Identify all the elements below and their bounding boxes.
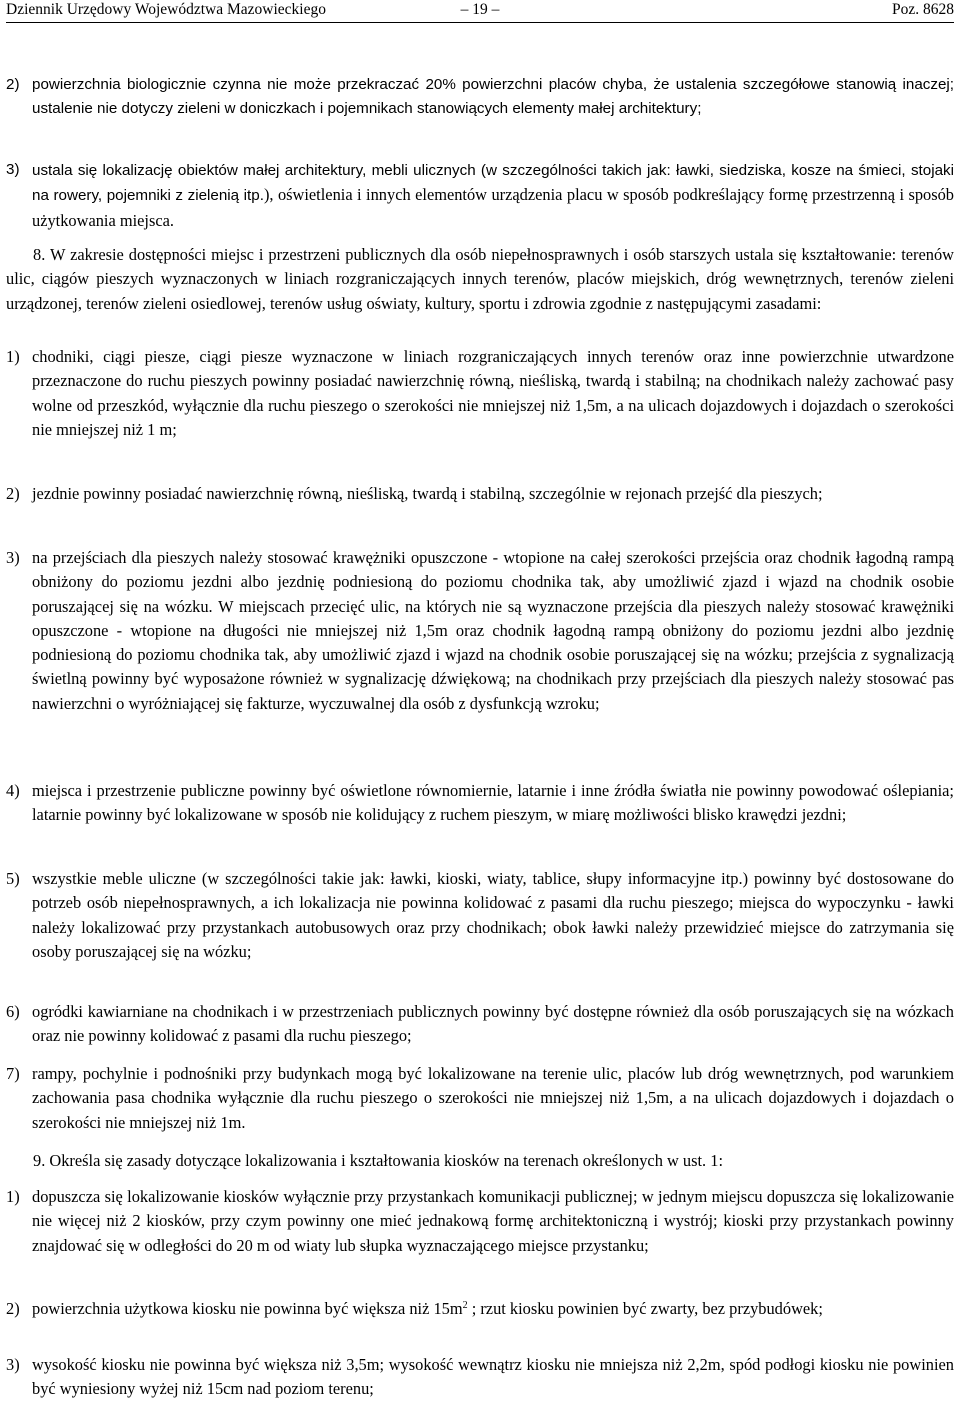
list-item-text: na przejściach dla pieszych należy stosować krawężniki opuszczone - wtopione na całej szerokości przejścia oraz chodnik łagodną rampą obniżony do poziomu jezdni albo jezdnię podniesioną do poziomu chodnika tak, aby umożliwić zjazd i wjazd na chodnik osobie poruszającej się na wózku. W miejscach przecięć ulic, na których nie są wyznaczone przejścia dla pieszych należy stosować krawężniki opuszczone - wtopione na długości nie mniejszej niż 1,5m oraz chodnik łagodną rampą obniżony do poziomu jezdni albo jezdnię podniesioną do poziomu chodnika tak, aby umożliwić zjazd i wjazd na chodnik osobie poruszającej się na wózku; przejścia z sygnalizacją świetlną powinny być wyposażone również w sygnalizację dźwiękową; na chodnikach przy przejściach dla pieszych należy stosować pas nawierzchni o wyróżniającej się fakturze, wyczuwalnej dla osób z dysfunkcją wzroku; [32,548,954,713]
page-number: – 19 – [460,1,500,18]
list-item-text: jezdnie powinny posiadać nawierzchnię równą, nieśliską, twardą i stabilną, szczególnie w rejonach przejść dla pieszych; [32,484,823,503]
list-item [6,1297,954,1321]
list-item-text: chodniki, ciągi piesze, ciągi piesze wyznaczone w liniach rozgraniczających innych terenów oraz inne powierzchnie utwardzone przeznaczone do ruchu pieszych powinny posiadać nawierzchnię równą, nieśliską, twardą i stabilną; na chodnikach należy zachować pasy wolne od przeszkód, wyłącznie dla ruchu pieszego o szerokości nie mniejszej niż 1,5m, a na ulicach dojazdowych i dojazdach o szerokości nie mniejszej niż 1 m; [32,347,954,439]
list-item-text: rampy, pochylnie i podnośniki przy budynkach mogą być lokalizowane na terenie ulic, placów lub dróg wewnętrznych, pod warunkiem zachowania pasa chodnika wyłącznie dla ruchu pieszego o szerokości nie mniejszej niż 1,5m, a na ulicach dojazdowych i dojazdach o szerokości nie mniejszej niż 1m. [32,1064,954,1132]
list-item-number: 3) [6,161,20,178]
list-item-number: 3) [6,1355,20,1374]
list-item [6,1062,954,1135]
list-item-text: miejsca i przestrzenie publiczne powinny być oświetlone równomiernie, latarnie i inne źródła światła nie powinny powodować oślepiania; latarnie powinny być lokalizowane w sposób nie kolidujący z ruchem pieszym, w miarę możliwości blisko krawędzi jezdni; [32,781,954,825]
list-item-number: 2) [6,484,20,503]
list-item-text: wysokość kiosku nie powinna być większa niż 3,5m; wysokość wewnątrz kiosku nie mniejsza niż 2,2m, spód podłogi kiosku nie powinien być wyniesiony wyżej niż 15cm nad poziom terenu; [32,1355,954,1399]
list-item-number: 1) [6,347,20,366]
list-item-text-part: ; rzut kiosku powinien być zwarty, bez przybudówek; [467,1299,823,1318]
list-item [6,1353,954,1402]
list-item-text-part: powierzchnia użytkowa kiosku nie powinna być większa niż 15m [32,1299,463,1318]
list-item-text: dopuszcza się lokalizowanie kiosków wyłącznie przy przystankach komunikacji publicznej; w jednym miejscu dopuszcza się lokalizowanie nie więcej niż 2 kiosków, przy czym powinny one mieć jednakową formę architektoniczną i wystrój; kioski przy przystankach powinny znajdować się w odległości do 20 m od wiaty lub słupka wyznaczającego miejsce przystanku; [32,1187,954,1255]
list-item [6,546,954,716]
paragraph-8: 8. W zakresie dostępności miejsc i przestrzeni publicznych dla osób niepełnosprawnych i osób starszych ustala się kształtowanie: terenów ulic, ciągów pieszych wyznaczonych w liniach rozgraniczających innych terenów, placów miejskich, dróg wewnętrznych, terenów zieleni urządzonej, terenów zieleni osiedlowej, terenów usług oświaty, kultury, sportu i zdrowia zgodnie z następującymi zasadami: [6,245,954,313]
list-item [6,1000,954,1049]
list-item-number: 4) [6,781,20,800]
list-item [6,158,954,233]
list-item-number: 2) [6,76,20,93]
list-item-number: 6) [6,1002,20,1021]
page-header [6,0,954,23]
list-item-number: 2) [6,1299,20,1318]
list-item-number: 1) [6,1187,20,1206]
list-item-text-sans: ustala się lokalizację obiektów małej architektury, mebli ulicznych (w szczególności takich jak: ławki, siedziska, kosze na śmieci, stojaki na rowery, pojemniki z zielenią itp. [32,162,954,205]
list-item-text: powierzchnia biologicznie czynna nie może przekraczać 20% powierzchni placów chyba, że ustalenia szczegółowe stanowią inaczej; ustalenie nie dotyczy zieleni w doniczkach i pojemnikach stanowiących elementy małej architektury; [32,76,954,118]
list-item-text [32,158,954,233]
list-item-text: wszystkie meble uliczne (w szczególności takie jak: ławki, kioski, wiaty, tablice, słupy informacyjne itp.) powinny być dostosowane do potrzeb osób niepełnosprawnych, a ich lokalizacja nie powinna kolidować z pasami dla ruchu pieszego; miejsca do wypoczynku - ławki należy lokalizować przy przystankach autobusowych oraz przy chodnikach; obok ławki należy przewidzieć miejsce do zatrzymania się osoby poruszającej się na wózku; [32,869,954,961]
superscript: 2 [462,1300,468,1311]
journal-title: Dziennik Urzędowy Województwa Mazowieckiego [6,1,326,18]
list-item-text-serif: ), oświetlenia i innych elementów urządzenia placu w sposób podkreślający formę przestrzenną i sposób użytkowania miejsca. [32,185,954,230]
list-item [6,73,954,122]
list-item [6,482,954,506]
list-item [6,1185,954,1258]
position-number: Poz. 8628 [892,1,954,18]
list-item-text: ogródki kawiarniane na chodnikach i w przestrzeniach publicznych powinny być dostępne również dla osób poruszających się na wózkach oraz nie powinny kolidować z pasami dla ruchu pieszego; [32,1002,954,1046]
list-item-number: 3) [6,548,20,567]
list-item-number: 5) [6,869,20,888]
list-item-text [32,1297,954,1321]
list-item-number: 7) [6,1064,20,1083]
paragraph-9: 9. Określa się zasady dotyczące lokalizowania i kształtowania kiosków na terenach określonych w ust. 1: [33,1151,723,1170]
list-item [6,779,954,828]
list-item [6,345,954,442]
list-item [6,867,954,964]
